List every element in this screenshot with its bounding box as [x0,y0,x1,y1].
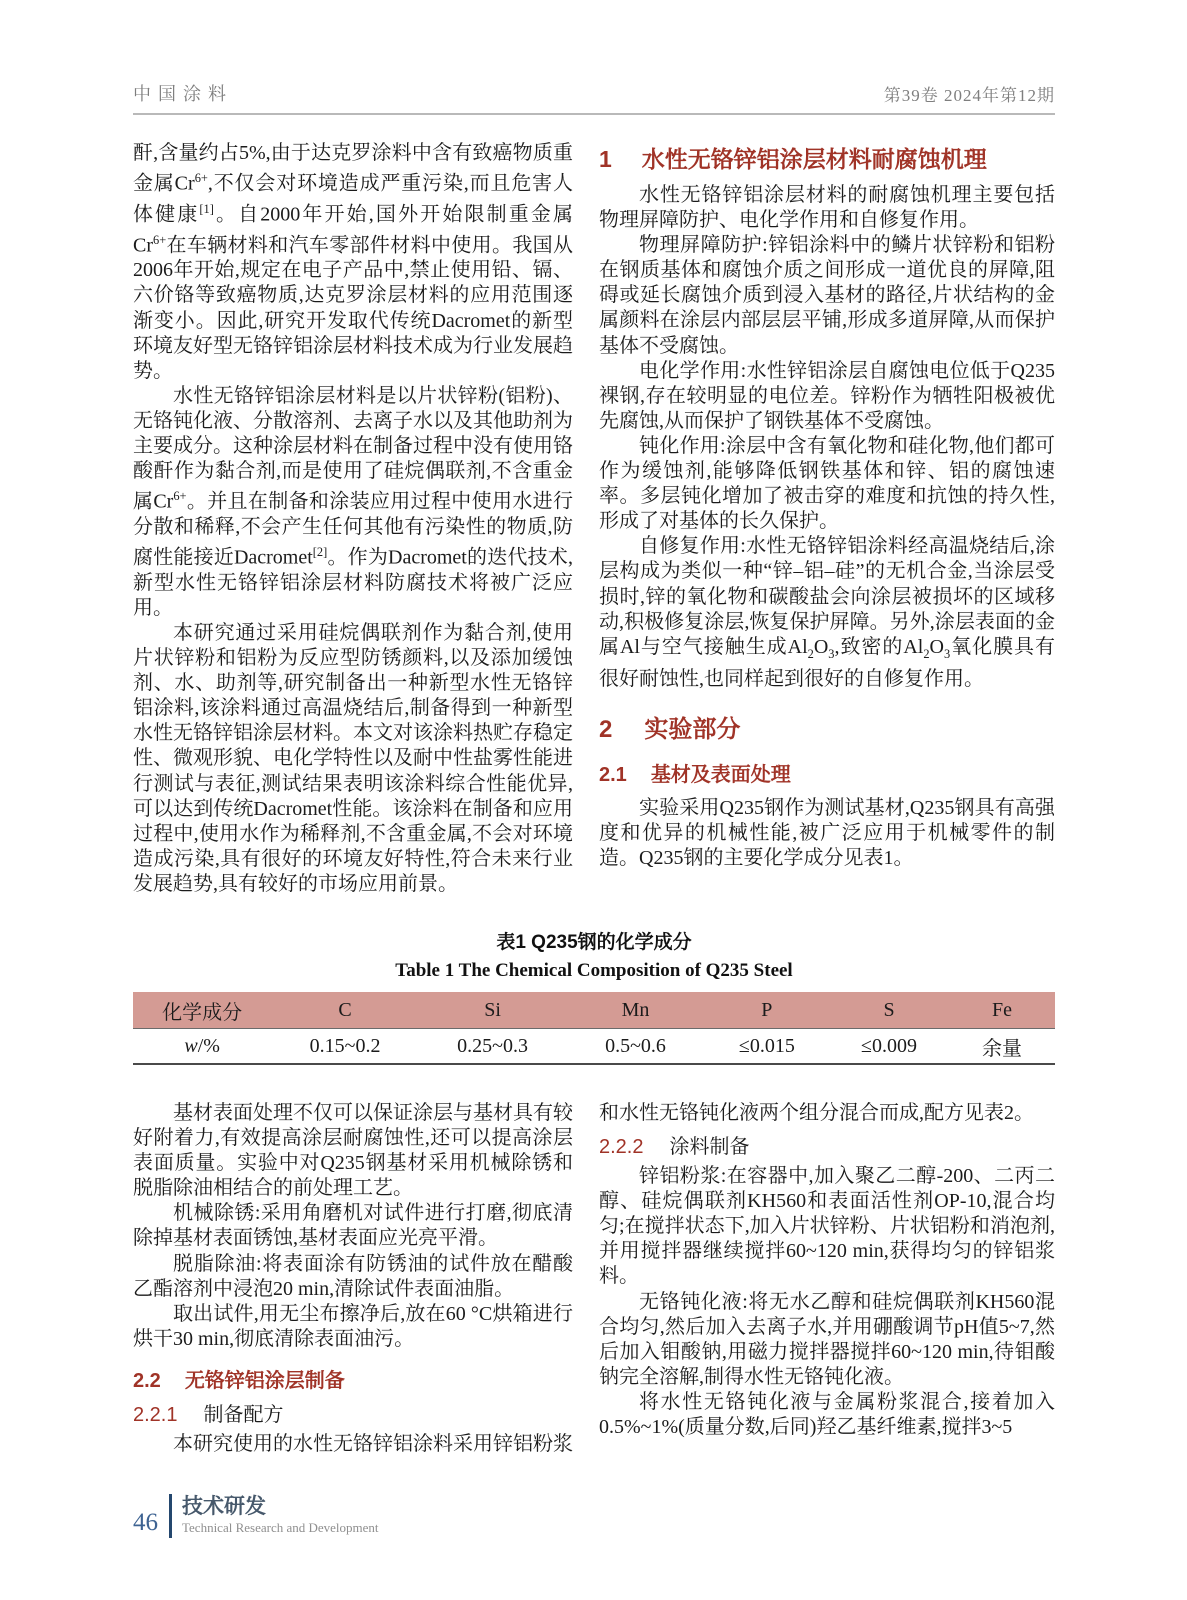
issue-info: 第39卷 2024年第12期 [883,86,1055,105]
table1-header-cell: C [271,992,419,1029]
right-column [599,141,1055,897]
section-number: 2.2 [133,1369,161,1392]
paragraph: 电化学作用:水性锌铝涂层自腐蚀电位低于Q235裸钢,存在较明显的电位差。锌粉作为牺牲阳极被优先腐蚀,从而保护了钢铁基体不受腐蚀。 [599,359,1055,432]
upper-columns [133,141,1055,897]
table1-cell: 0.5~0.6 [566,1029,704,1065]
section-title: 水性无铬锌铝涂层材料耐腐蚀机理 [641,146,987,172]
table1-data-row [133,1029,1055,1065]
section-2-2-heading [133,1368,573,1394]
page-number: 46 [133,1509,158,1536]
journal-page [133,0,1055,1457]
paragraph: 将水性无铬钝化液与金属粉浆混合,接着加入0.5%~1%(质量分数,后同)羟乙基纤维素,搅拌3~5 [599,1390,1055,1439]
table1-cell: 余量 [949,1029,1055,1065]
section-title: 制备配方 [203,1403,284,1426]
table1-cell: 0.15~0.2 [271,1029,419,1065]
paragraph: 取出试件,用无尘布擦净后,放在60 °C烘箱进行烘干30 min,彻底清除表面油污。 [133,1302,573,1350]
paragraph: 无铬钝化液:将无水乙醇和硅烷偶联剂KH560混合均匀,然后加入去离子水,并用硼酸调节pH值5~7,然后加入钼酸钠,用磁力搅拌器搅拌60~120 min,待钼酸钠完全溶解,制得水性无铬钝化液。 [599,1290,1055,1388]
section-number: 2.2.1 [133,1403,178,1426]
paragraph: 物理屏障防护:锌铝涂料中的鳞片状锌粉和铝粉在钢质基体和腐蚀介质之间形成一道优良的屏障,阻碍或延长腐蚀介质到浸入基材的路径,片状结构的金属颜料在涂层内部层层平铺,形成多道屏障,从而保护基体不受腐蚀。 [599,234,1055,357]
left-column [133,141,573,897]
paragraph: 实验采用Q235钢作为测试基材,Q235钢具有高强度和优异的机械性能,被广泛应用于机械零件的制造。Q235钢的主要化学成分见表1。 [599,796,1055,870]
section-title: 实验部分 [644,715,741,743]
paragraph: 机械除锈:采用角磨机对试件进行打磨,彻底清除掉基材表面锈蚀,基材表面应光亮平滑。 [133,1202,573,1250]
paragraph: 基材表面处理不仅可以保证涂层与基材具有较好附着力,有效提高涂层耐腐蚀性,还可以提高涂层表面质量。实验中对Q235钢基材采用机械除锈和脱脂除油相结合的前处理工艺。 [133,1102,573,1200]
table1-header-cell: S [829,992,949,1029]
section-title: 基材及表面处理 [650,763,791,786]
table1-caption-en: Table 1 The Chemical Composition of Q235 Steel [395,960,793,981]
table1-cell: 0.25~0.3 [419,1029,567,1065]
table1 [133,992,1055,1065]
lower-right-column [599,1101,1055,1457]
paragraph: 脱脂除油:将表面涂有防锈油的试件放在醋酸乙酯溶剂中浸泡20 min,清除试件表面油脂。 [133,1252,573,1300]
section-title: 无铬锌铝涂层制备 [184,1369,345,1392]
table1-block [133,927,1055,1065]
table1-header-cell: 化学成分 [133,992,271,1029]
journal-name: 中国涂料 [133,84,233,104]
paragraph: 自修复作用:水性无铬锌铝涂料经高温烧结后,涂层构成为类似一种“锌–铝–硅”的无机合金,当涂层受损时,锌的氧化物和碳酸盐会向涂层被损坏的区域移动,积极修复涂层,恢复保护屏障。另外,涂层表面的金属Al与空气接触生成$Al_2O_3$,致密的$Al_2O_3$氧化膜具有很好耐蚀性,也同样起到很好的自修复作用。 [599,535,1056,690]
page-header [133,80,1055,115]
section-number: 2.1 [599,763,627,786]
table1-cell: ≤0.009 [829,1029,949,1065]
footer-column-cn: 技术研发 [182,1495,266,1518]
lower-columns [133,1101,1055,1457]
table1-header-cell: Fe [949,992,1055,1029]
page-footer [133,1494,379,1538]
table1-cell: ≤0.015 [705,1029,829,1065]
table1-cell: w/% [133,1029,271,1065]
table1-header-cell: P [705,992,829,1029]
section-2-2-1-heading [133,1402,573,1428]
lower-left-column [133,1101,573,1457]
section-1-heading [599,145,1055,173]
paragraph: 酐,含量约占5%,由于达克罗涂料中含有致癌物质重金属$Cr^{6+}$,不仅会对环境造成严重污染,而且危害人体健康[1]。自2000年开始,国外开始限制重金属$Cr^{6+}$在车辆材料和汽车零部件材料中使用。我国从2006年开始,规定在电子产品中,禁止使用铅、镉、六价铬等致癌物质,达克罗涂层材料的应用范围逐渐变小。因此,研究开发取代传统Dacromet的新型环境友好型无铬锌铝涂层材料技术成为行业发展趋势。 [133,142,574,382]
section-number: 2.2.2 [599,1136,644,1159]
section-2-2-2-heading [599,1134,1055,1160]
table1-header-row [133,992,1055,1029]
paragraph: 本研究使用的水性无铬锌铝涂料采用锌铝粉浆 [173,1432,573,1455]
paragraph: 锌铝粉浆:在容器中,加入聚乙二醇-200、二丙二醇、硅烷偶联剂KH560和表面活性剂OP-10,混合均匀;在搅拌状态下,加入片状锌粉、片状铝粉和消泡剂,并用搅拌器继续搅拌60~120 min,获得均匀的锌铝浆料。 [599,1165,1055,1288]
footer-divider-bar [169,1494,172,1538]
section-2-1-heading [599,762,1055,788]
footer-column-label [182,1495,379,1537]
paragraph: 和水性无铬钝化液两个组分混合而成,配方见表2。 [599,1102,1034,1124]
paragraph: 本研究通过采用硅烷偶联剂作为黏合剂,使用片状锌粉和铝粉为反应型防锈颜料,以及添加缓蚀剂、水、助剂等,研究制备出一种新型水性无铬锌铝涂料,该涂料通过高温烧结后,制备得到一种新型水性无铬锌铝涂层材料。本文对该涂料热贮存稳定性、微观形貌、电化学特性以及耐中性盐雾性能进行测试与表征,测试结果表明该涂料综合性能优异,可以达到传统Dacromet性能。该涂料在制备和应用过程中,使用水作为稀释剂,不含重金属,不会对环境造成污染,具有很好的环境友好特性,符合未来行业发展趋势,具有较好的市场应用前景。 [133,621,573,895]
section-number: 2 [599,715,613,743]
section-2-heading [599,714,1055,746]
footer-column-en: Technical Research and Development [182,1520,379,1535]
paragraph: 钝化作用:涂层中含有氧化物和硅化物,他们都可作为缓蚀剂,能够降低钢铁基体和锌、铝的腐蚀速率。多层钝化增加了被击穿的难度和抗蚀的持久性,形成了对基体的长久保护。 [599,434,1055,533]
table1-caption-cn: 表1 Q235钢的化学成分 [496,932,692,953]
section-number: 1 [599,146,612,172]
table1-header-cell: Si [419,992,567,1029]
section-title: 涂料制备 [669,1136,750,1159]
table1-header-cell: Mn [566,992,704,1029]
paragraph: 水性无铬锌铝涂层材料的耐腐蚀机理主要包括物理屏障防护、电化学作用和自修复作用。 [599,184,1055,232]
paragraph: 水性无铬锌铝涂层材料是以片状锌粉(铝粉)、无铬钝化液、分散溶剂、去离子水以及其他助剂为主要成分。这种涂层材料在制备过程中没有使用铬酸酐作为黏合剂,而是使用了硅烷偶联剂,不含重金属$Cr^{6+}$。并且在制备和涂装应用过程中使用水进行分散和稀释,不会产生任何其他有污染性的物质,防腐性能接近Dacromet[2]。作为Dacromet的迭代技术,新型水性无铬锌铝涂层材料防腐技术将被广泛应用。 [133,384,574,619]
